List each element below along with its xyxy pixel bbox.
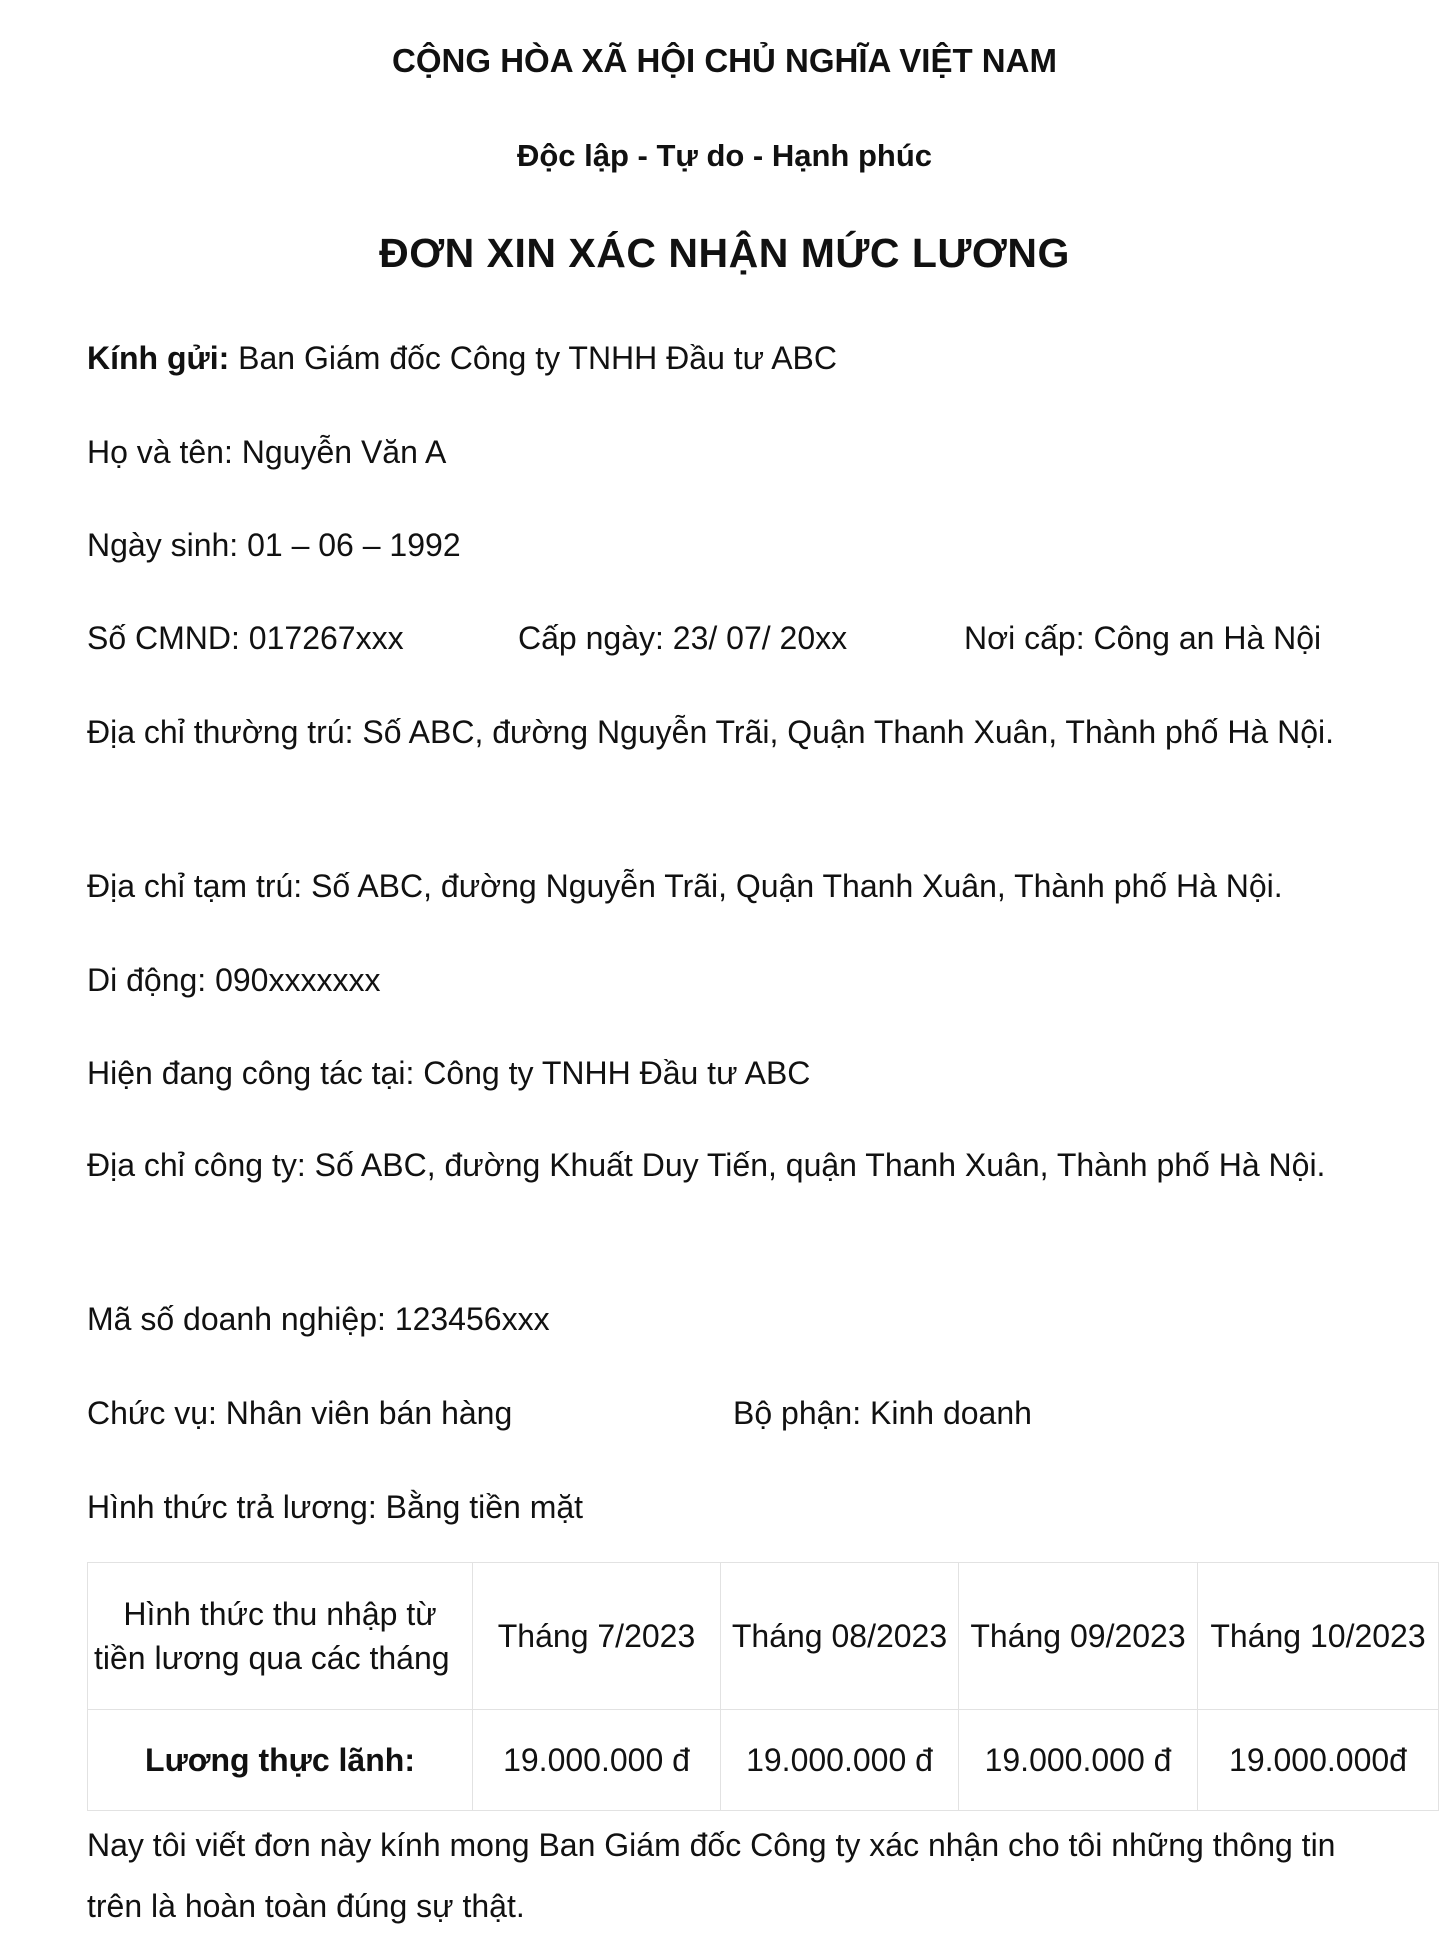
payment-method: Hình thức trả lương: Bằng tiền mặt xyxy=(87,1489,584,1525)
table-header-month: Tháng 7/2023 xyxy=(473,1563,721,1710)
closing-paragraph: Nay tôi viết đơn này kính mong Ban Giám đốc Công ty xác nhận cho tôi những thông tin trên là hoàn toàn đúng sự thật. xyxy=(87,1827,1336,1924)
document-title: ĐƠN XIN XÁC NHẬN MỨC LƯƠNG xyxy=(379,230,1070,276)
department: Bộ phận: Kinh doanh xyxy=(733,1395,1032,1431)
id-issue-date: Cấp ngày: 23/ 07/ 20xx xyxy=(518,620,848,656)
recipient-label: Kính gửi: xyxy=(87,340,230,376)
national-motto: Độc lập - Tự do - Hạnh phúc xyxy=(516,138,933,173)
company-address: Địa chỉ công ty: Số ABC, đường Khuất Duy Tiến, quận Thanh Xuân, Thành phố Hà Nội. xyxy=(87,1147,1326,1183)
table-cell-salary: 19.000.000 đ xyxy=(959,1710,1198,1811)
full-name: Họ và tên: Nguyễn Văn A xyxy=(87,434,447,470)
table-header-month: Tháng 10/2023 xyxy=(1198,1563,1439,1710)
temporary-address: Địa chỉ tạm trú: Số ABC, đường Nguyễn Trãi, Quận Thanh Xuân, Thành phố Hà Nội. xyxy=(87,868,1283,904)
workplace: Hiện đang công tác tại: Công ty TNHH Đầu tư ABC xyxy=(87,1055,811,1091)
salary-table xyxy=(87,1562,1439,1811)
table-row-label: Lương thực lãnh: xyxy=(88,1710,473,1811)
position: Chức vụ: Nhân viên bán hàng xyxy=(87,1395,513,1431)
date-of-birth: Ngày sinh: 01 – 06 – 1992 xyxy=(87,527,461,563)
permanent-address: Địa chỉ thường trú: Số ABC, đường Nguyễn Trãi, Quận Thanh Xuân, Thành phố Hà Nội. xyxy=(87,714,1335,750)
table-cell-salary: 19.000.000 đ xyxy=(473,1710,721,1811)
table-cell-salary: 19.000.000đ xyxy=(1198,1710,1439,1811)
recipient-value: Ban Giám đốc Công ty TNHH Đầu tư ABC xyxy=(229,340,837,376)
table-header-month: Tháng 09/2023 xyxy=(959,1563,1198,1710)
table-header-row xyxy=(88,1563,1439,1710)
table-cell-salary: 19.000.000 đ xyxy=(721,1710,959,1811)
recipient-line xyxy=(87,340,837,377)
id-issue-place: Nơi cấp: Công an Hà Nội xyxy=(964,620,1322,656)
table-header-month: Tháng 08/2023 xyxy=(721,1563,959,1710)
national-heading: CỘNG HÒA XÃ HỘI CHỦ NGHĨA VIỆT NAM xyxy=(392,42,1057,79)
tax-code: Mã số doanh nghiệp: 123456xxx xyxy=(87,1301,550,1337)
mobile-number: Di động: 090xxxxxxx xyxy=(87,962,381,998)
id-number: Số CMND: 017267xxx xyxy=(87,620,404,656)
table-row xyxy=(88,1710,1439,1811)
table-header-label: Hình thức thu nhập từ tiền lương qua các tháng xyxy=(88,1563,473,1710)
